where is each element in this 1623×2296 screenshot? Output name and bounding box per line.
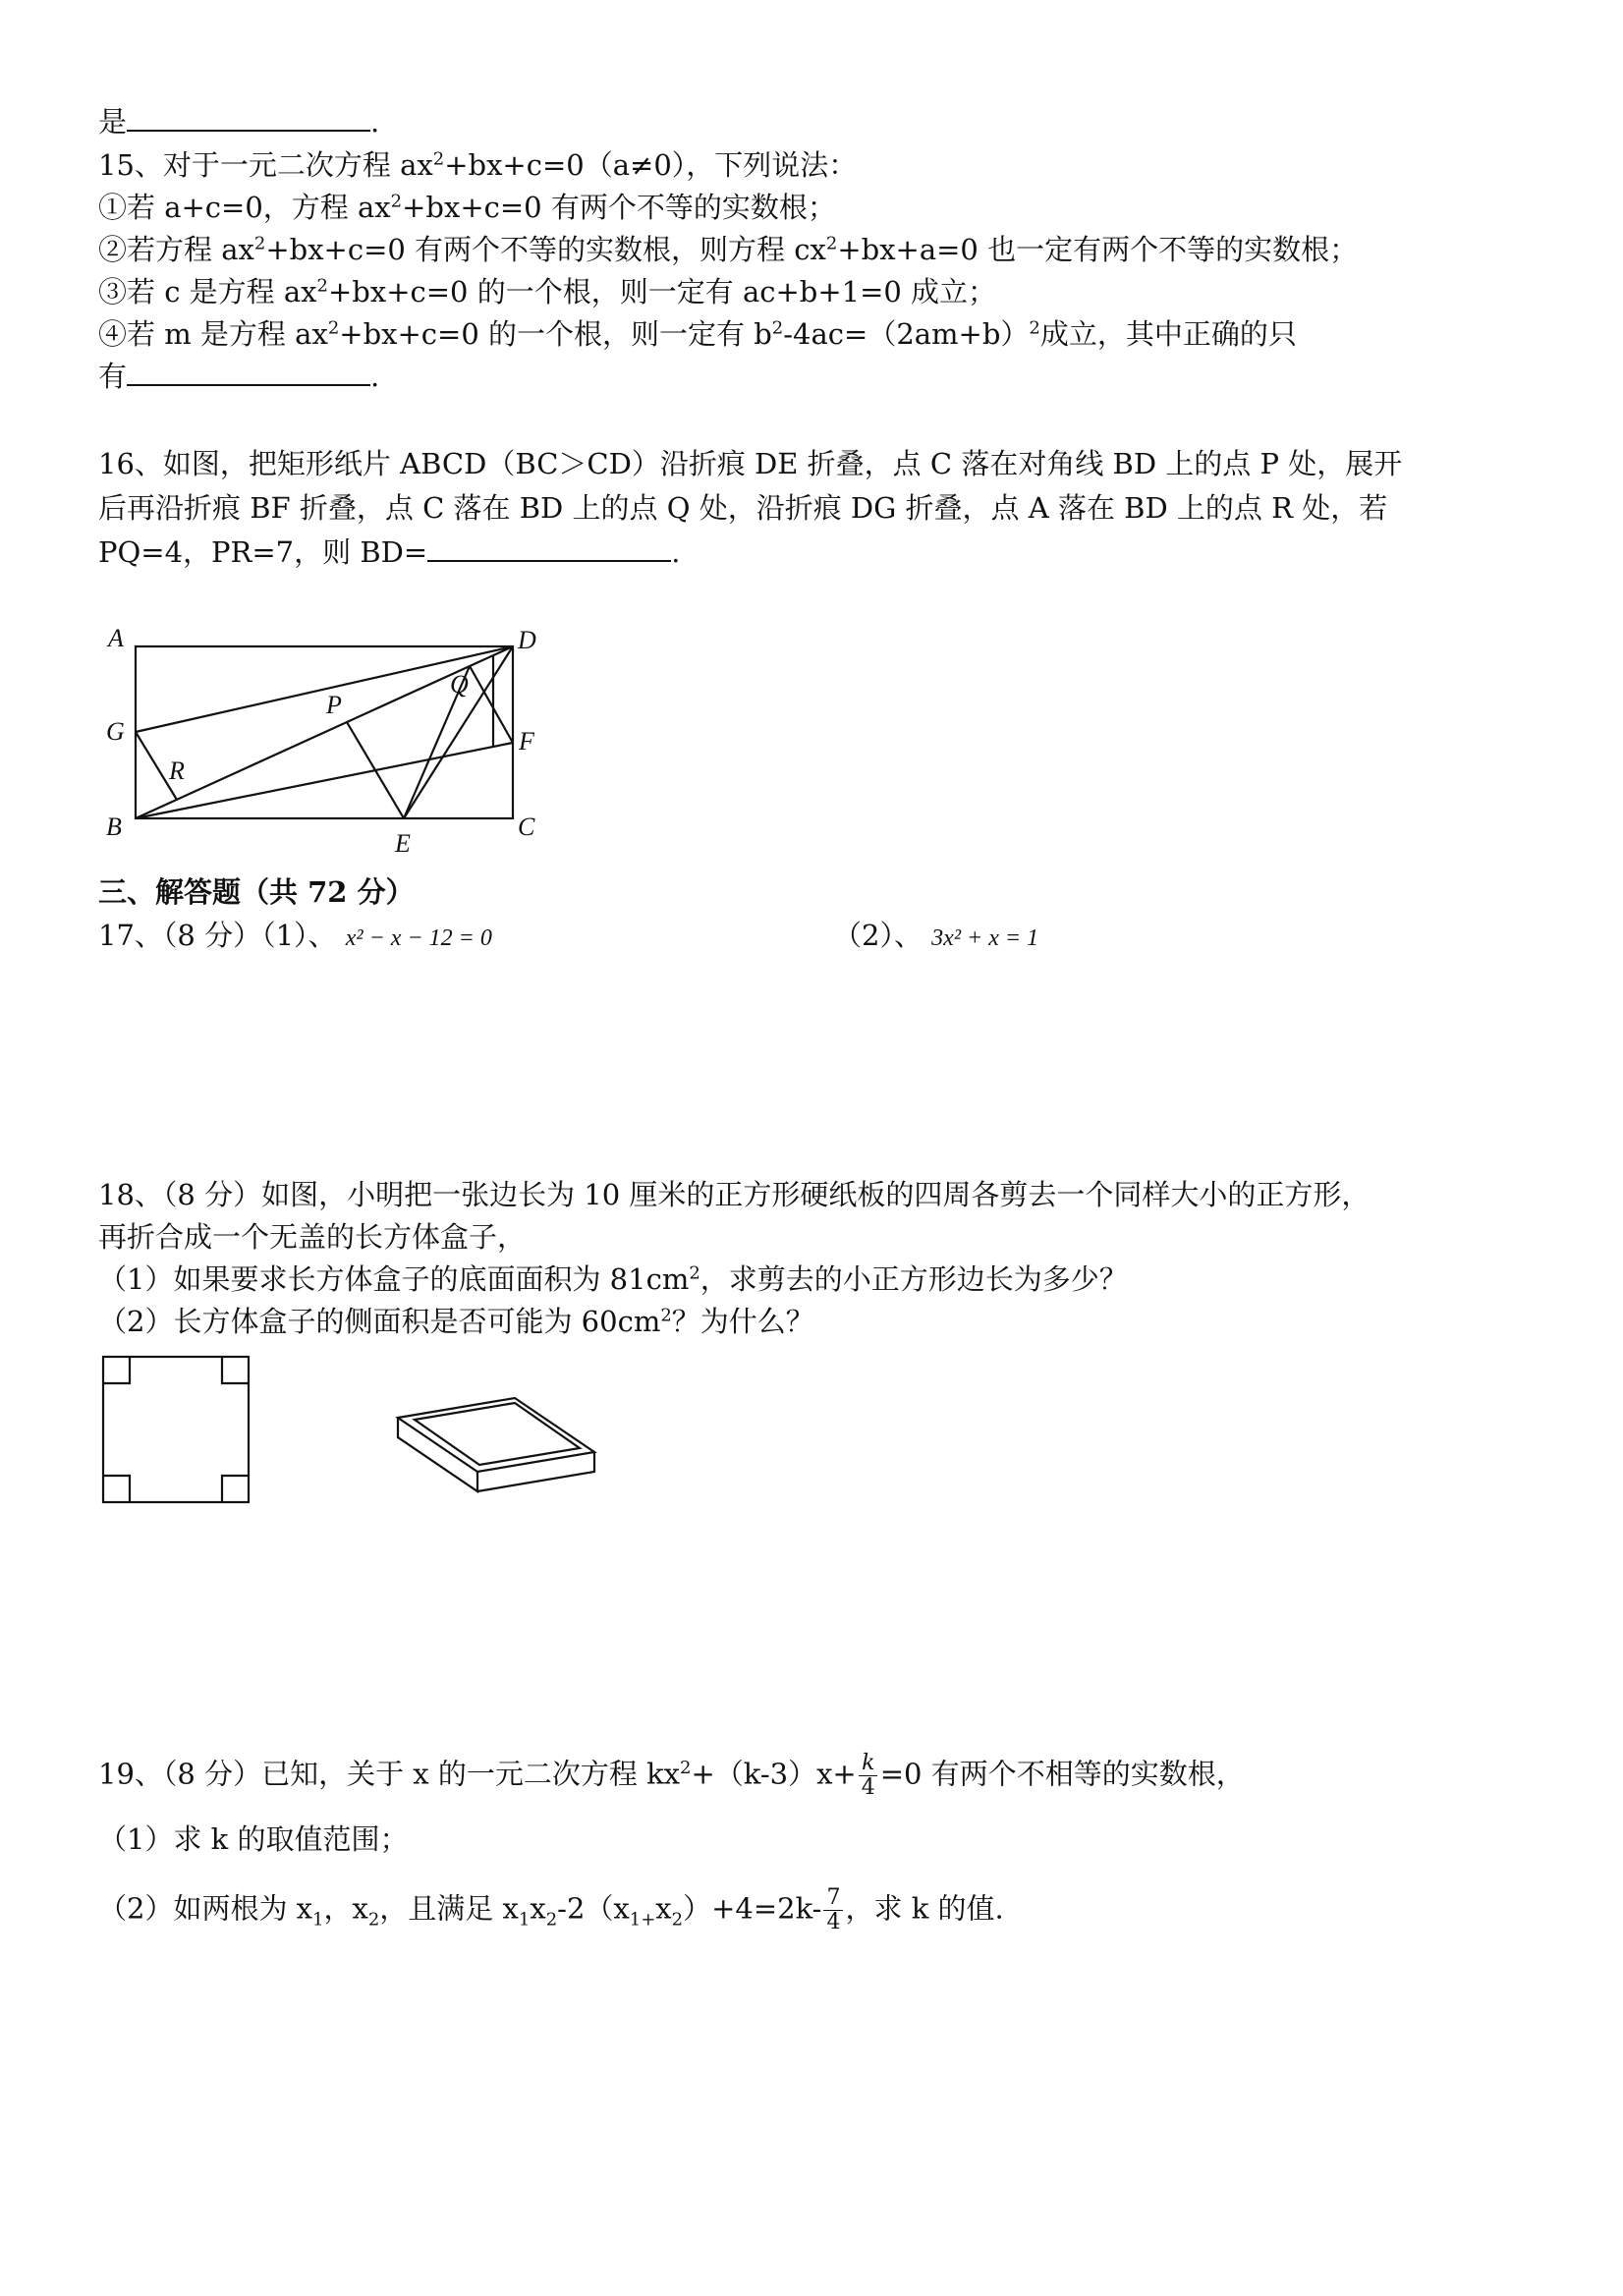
q19-line-2 [98,1820,408,1859]
q19-text-1b: +（k-3）x+ [691,1757,857,1791]
q18-sup-1: 2 [689,1262,700,1284]
q15-s4-d: 成立，其中正确的只 [1039,317,1297,351]
q17-equation-1: x² − x − 12 = 0 [345,925,492,951]
q18-text-3a: （1）如果要求长方体盒子的底面面积为 81cm [98,1262,690,1296]
segment-pe [347,722,404,818]
q16-line-2 [98,488,1387,528]
fraction-k-over-4 [859,1752,878,1800]
q15-s2-b: +bx+c=0 有两个不等的实数根，则方程 cx [265,233,826,266]
q18-sup-2: 2 [660,1305,672,1326]
q16-text-2: 后再沿折痕 BF 折叠，点 C 落在 BD 上的点 Q 处，沿折痕 DG 折叠，点 A 落在 BD 上的点 R 处，若 [98,491,1388,525]
q15-s4-sup1: 2 [327,317,340,339]
q15-s1-b: +bx+c=0 有两个不等的实数根； [402,191,836,224]
q15-statement-2 [98,230,1358,269]
q15-statement-3 [98,272,996,311]
q16-answer-blank[interactable] [427,534,671,562]
q17-label: 17、（8 分）（1）、 [98,919,337,952]
q14-period: . [370,105,380,139]
box-top-inner [415,1403,580,1465]
q19-sub-1a: 1 [312,1909,324,1931]
rectangle-fold-figure [88,619,678,874]
label-e: E [395,829,411,858]
open-box-figure [393,1393,609,1511]
q18-line-3 [98,1260,1128,1299]
q15-s3-a: ③若 c 是方程 ax [98,275,317,308]
cut-corner-tr [222,1357,249,1383]
q18-line-1 [98,1175,1370,1214]
q19-line-3 [98,1886,1004,1934]
q16-text-1: 16、如图，把矩形纸片 ABCD（BC＞CD）沿折痕 DE 折叠，点 C 落在对角线 BD 上的点 P 处，展开 [98,447,1403,480]
label-f: F [519,727,534,756]
fraction-2-numerator: 7 [823,1886,843,1911]
label-g: G [106,717,125,746]
q18-text-1: 18、（8 分）如图，小明把一张边长为 10 厘米的正方形硬纸板的四周各剪去一个同样大小的正方形， [98,1178,1371,1211]
q15-stem [98,145,857,185]
q14-answer-blank[interactable] [127,104,370,132]
q19-text-3b: ，x [323,1891,368,1926]
q19-text-3d: x [530,1891,546,1926]
q15-statement-4 [98,314,1297,354]
section-3-title-b: 72 [308,875,348,909]
q15-s4-sup2: 2 [771,317,784,339]
q18-text-4a: （2）长方体盒子的侧面积是否可能为 60cm [98,1305,661,1338]
q15-s3-b: +bx+c=0 的一个根，则一定有 ac+b+1=0 成立； [328,275,997,308]
box-right-side [477,1452,594,1491]
box-top-outer [398,1398,594,1472]
q19-sub-1b: 1 [518,1909,531,1931]
label-q: Q [450,670,469,699]
q18-line-4 [98,1302,814,1341]
q15-end-prefix: 有 [98,360,128,393]
section-3-title-a: 三、解答题（共 [98,875,308,909]
label-b: B [106,812,122,841]
q17-equation-2: 3x² + x = 1 [931,925,1039,951]
q16-text-3: PQ=4，PR=7，则 BD= [98,535,428,569]
fraction-2-denominator: 4 [826,1910,841,1934]
q15-stem-sup: 2 [432,148,445,170]
q19-sub-1c: 1+ [629,1909,656,1931]
q15-stem-a: 15、对于一元二次方程 ax [98,148,433,182]
q19-text-3a: （2）如两根为 x [98,1891,313,1926]
cut-corner-br [222,1476,249,1502]
q15-s2-a: ②若方程 ax [98,233,254,266]
cut-corner-tl [103,1357,130,1383]
q18-line-2 [98,1217,526,1257]
fraction-1-denominator: 4 [861,1775,875,1800]
q19-text-3e: -2（x [557,1891,630,1926]
q17-line [98,916,492,958]
q17-label-2: （2）、 [833,919,923,952]
q19-text-3g: ）+4=2k- [683,1891,822,1926]
label-p: P [326,691,342,719]
label-c: C [518,812,535,841]
fraction-7-over-4 [823,1886,843,1934]
section-3-title-c: 分） [347,875,415,909]
label-r: R [169,756,185,785]
q18-text-3b: ，求剪去的小正方形边长为多少？ [700,1262,1128,1296]
q14-prefix: 是 [98,105,128,139]
q17-part-2 [833,916,1038,958]
section-3-title [98,872,415,912]
q19-sup: 2 [680,1757,692,1778]
q19-sub-2a: 2 [367,1909,380,1931]
q16-period: . [671,535,681,569]
q19-sub-2c: 2 [671,1909,684,1931]
q19-text-2: （1）求 k 的取值范围； [98,1822,409,1856]
q15-answer-blank[interactable] [127,359,370,386]
q16-line-1 [98,444,1402,483]
outer-square [103,1357,249,1502]
q19-text-3c: ，且满足 x [379,1891,519,1926]
q14-answer-line [98,102,379,141]
q15-s3-sup: 2 [316,275,328,297]
q15-s4-a: ④若 m 是方程 ax [98,317,328,351]
q15-s2-sup1: 2 [253,233,266,254]
q15-s2-sup2: 2 [825,233,838,254]
q15-s4-sup3: 2 [1029,317,1040,339]
q16-line-3 [98,532,680,572]
q15-s4-c: -4ac=（2am+b） [783,317,1030,351]
q19-text-1a: 19、（8 分）已知，关于 x 的一元二次方程 kx [98,1757,681,1791]
label-d: D [518,626,536,654]
q15-s1-sup: 2 [390,191,403,212]
q15-s2-c: +bx+a=0 也一定有两个不等的实数根； [837,233,1359,266]
q19-sub-2b: 2 [545,1909,558,1931]
q19-line-1 [98,1752,1245,1800]
cut-square-figure [100,1354,257,1511]
q15-statement-1 [98,188,836,227]
q15-s1-a: ①若 a+c=0，方程 ax [98,191,391,224]
q19-text-3f: x [655,1891,672,1926]
cut-corner-bl [103,1476,130,1502]
q18-text-4b: ？为什么？ [671,1305,814,1338]
label-a: A [108,624,124,652]
q15-answer-line [98,357,379,396]
crease-bf [136,743,513,818]
q19-text-3h: ，求 k 的值. [845,1891,1004,1926]
q15-s4-b: +bx+c=0 的一个根，则一定有 b [339,317,772,351]
fraction-1-numerator: k [859,1752,877,1776]
q19-text-1c: =0 有两个不相等的实数根， [879,1757,1245,1791]
q15-stem-b: +bx+c=0（a≠0），下列说法： [444,148,858,182]
q15-period: . [370,360,380,393]
q18-text-2: 再折合成一个无盖的长方体盒子， [98,1220,527,1254]
